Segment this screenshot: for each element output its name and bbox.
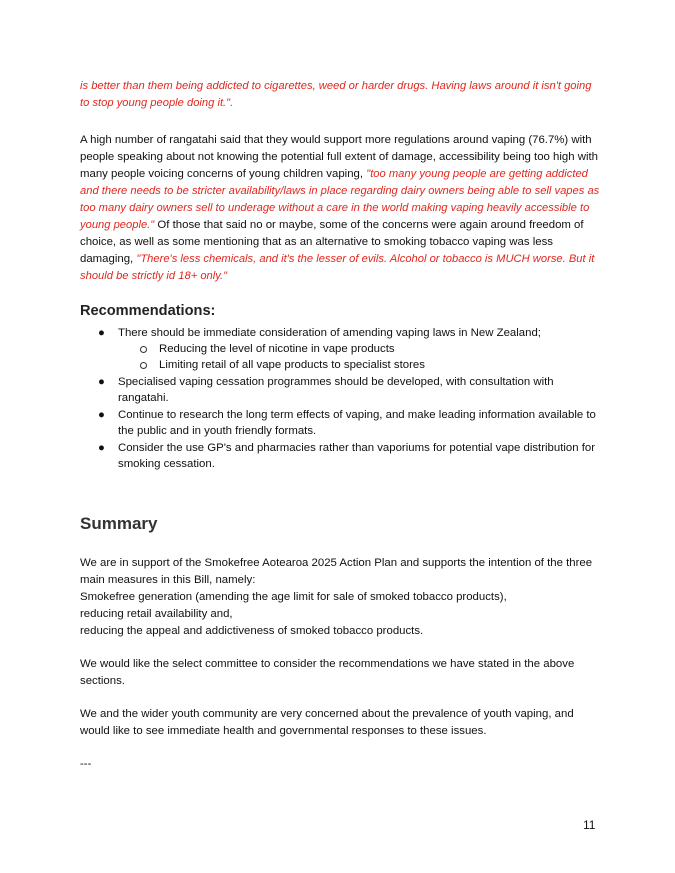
survey-quote-a: "too many young people are getting addicted and there needs to be stricter availability/laws in place regarding dairy owners being able to sell vapes as too many dairy owners sell to underage without a care in the world making vaping heavily accessible to young people." [80, 168, 600, 231]
summary-paragraph-2: We would like the select committee to consider the recommendations we have stated in the above sections. [80, 658, 575, 687]
summary-line: reducing the appeal and addictiveness of smoked tobacco products. [80, 625, 424, 637]
summary-line: We are in support of the Smokefree Aotearoa 2025 Action Plan and supports the intention of the three main measures in this Bill, namely: [80, 557, 593, 586]
bullet-icon: ● [98, 376, 105, 388]
recommendation-item [80, 440, 600, 472]
hollow-bullet-icon [140, 362, 147, 369]
recommendation-item [80, 407, 600, 439]
page-number: 11 [583, 818, 596, 832]
bullet-icon: ● [98, 327, 105, 339]
summary-line: reducing retail availability and, [80, 608, 233, 620]
recommendation-subitem [118, 341, 600, 357]
bullet-icon: ● [98, 409, 105, 421]
document-body [80, 78, 600, 773]
survey-text-a: A high number of rangatahi said that they would support more regulations around vaping (76.7%) with people speaking about not knowing the potential full extent of damage, accessibility being too high with many people voicing concerns of young children vaping, [80, 134, 598, 180]
survey-text-b: Of those that said no or maybe, some of the concerns were again around freedom of choice, as well as some mentioning that as an alternative to smoking tobacco vaping was less damaging, [80, 219, 584, 265]
survey-quote-b: "There's less chemicals, and it's the lesser of evils. Alcohol or tobacco is MUCH worse. But it should be strictly id 18+ only." [80, 253, 595, 282]
recommendation-subtext: Limiting retail of all vape products to specialist stores [159, 359, 425, 371]
intro-quote: is better than them being addicted to cigarettes, weed or harder drugs. Having laws around it isn't going to stop young people doing it.". [80, 80, 592, 109]
separator: --- [80, 758, 92, 770]
recommendation-subtext: Reducing the level of nicotine in vape products [159, 343, 395, 355]
recommendation-item [80, 374, 600, 406]
summary-heading: Summary [80, 514, 158, 533]
summary-paragraph-3: We and the wider youth community are very concerned about the prevalence of youth vaping, and would like to see immediate health and governmental responses to these issues. [80, 708, 574, 737]
recommendation-sublist [118, 341, 600, 373]
hollow-bullet-icon [140, 346, 147, 353]
recommendations-list [80, 325, 600, 472]
bullet-icon: ● [98, 442, 105, 454]
recommendation-subitem [118, 357, 600, 373]
recommendation-text: Specialised vaping cessation programmes should be developed, with consultation with rangatahi. [118, 376, 554, 404]
summary-line: Smokefree generation (amending the age limit for sale of smoked tobacco products), [80, 591, 507, 603]
recommendation-text: Continue to research the long term effects of vaping, and make leading information available to the public and in youth friendly formats. [118, 409, 596, 437]
recommendations-heading: Recommendations: [80, 303, 216, 319]
survey-paragraph [80, 132, 600, 285]
recommendation-text: Consider the use GP's and pharmacies rather than vaporiums for potential vape distribution for smoking cessation. [118, 442, 596, 470]
recommendation-item [80, 325, 600, 373]
recommendation-text: There should be immediate consideration of amending vaping laws in New Zealand; [118, 327, 541, 339]
